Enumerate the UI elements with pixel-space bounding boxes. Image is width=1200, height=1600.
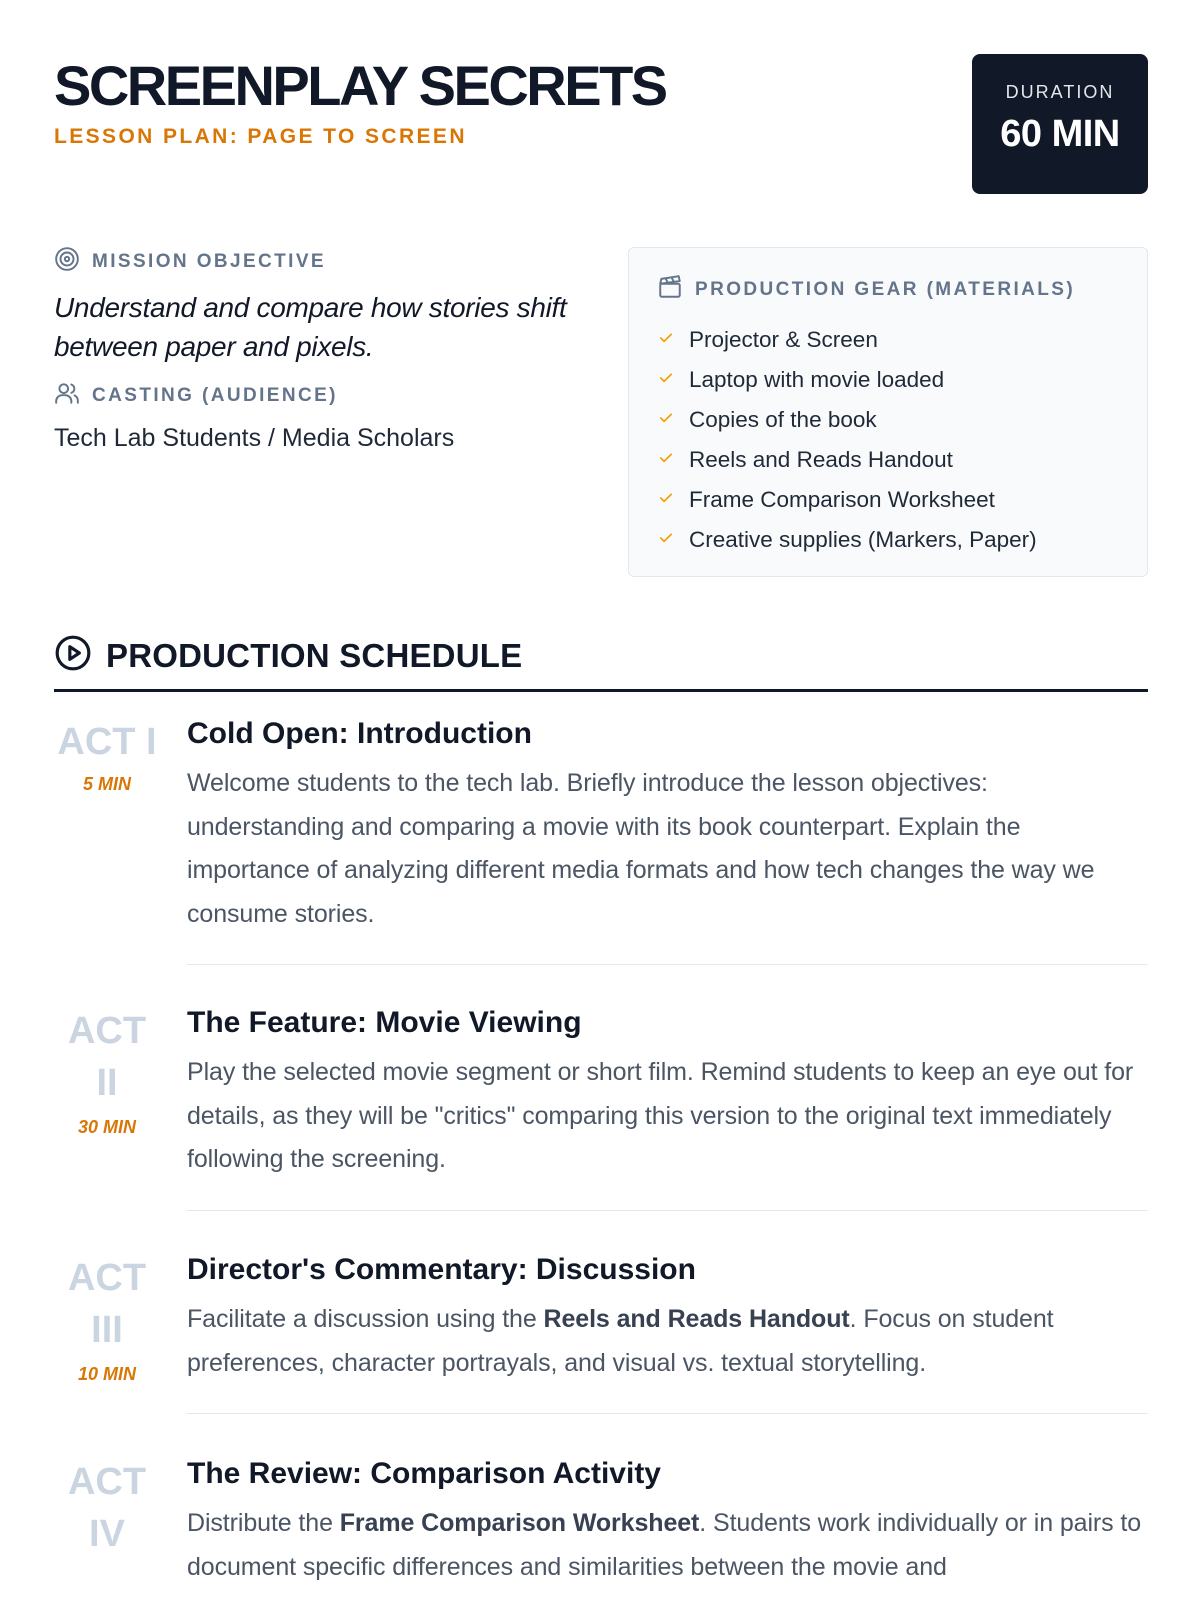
play-circle-icon <box>54 634 92 677</box>
check-icon <box>657 447 675 473</box>
list-item <box>657 360 1119 400</box>
check-icon <box>657 487 675 513</box>
handout-reference: Reels and Reads Handout <box>543 1305 850 1333</box>
act-title: The Review: Comparison Activity <box>187 1457 661 1490</box>
page-subtitle: LESSON PLAN: PAGE TO SCREEN <box>54 125 467 148</box>
material-text: Creative supplies (Markers, Paper) <box>689 527 1037 552</box>
act-duration: 30 MIN <box>77 1117 137 1137</box>
clapperboard-icon <box>657 274 683 306</box>
act-title: Director's Commentary: Discussion <box>187 1253 696 1286</box>
users-icon <box>54 380 80 412</box>
act-number: ACT I <box>57 721 157 763</box>
list-item <box>657 520 1119 560</box>
act-description: Play the selected movie segment or short film. Remind students to keep an eye out for details, as they will be "critics" comparing this version to the original text immediately following the screening. <box>187 1058 1134 1173</box>
material-text: Frame Comparison Worksheet <box>689 487 995 512</box>
act-description: Distribute the Frame Comparison Worksheet. Students work individually or in pairs to document specific differences and similarities between the movie and <box>187 1509 1142 1581</box>
material-text: Copies of the book <box>689 407 877 432</box>
objective-label: MISSION OBJECTIVE <box>92 251 327 272</box>
materials-label: PRODUCTION GEAR (MATERIALS) <box>695 279 1076 300</box>
divider <box>187 1210 1148 1211</box>
material-text: Laptop with movie loaded <box>689 367 945 392</box>
list-item <box>657 480 1119 520</box>
material-text: Projector & Screen <box>689 327 878 352</box>
list-item <box>657 400 1119 440</box>
schedule-title: PRODUCTION SCHEDULE <box>106 636 523 674</box>
duration-badge <box>972 54 1148 194</box>
mission-objective <box>54 246 594 366</box>
act-number: ACT IV <box>67 1461 147 1555</box>
schedule-heading <box>54 634 1148 692</box>
act-duration: 10 MIN <box>77 1364 137 1384</box>
objective-text: Understand and compare how stories shift between paper and pixels. <box>54 292 567 362</box>
duration-value: 60 MIN <box>1000 113 1120 155</box>
duration-label: DURATION <box>1005 82 1115 102</box>
divider <box>187 1413 1148 1414</box>
audience-label: CASTING (AUDIENCE) <box>92 385 338 406</box>
act-description: Facilitate a discussion using the Reels and Reads Handout. Focus on student preferences, character portrayals, and visual vs. textual storytelling. <box>187 1305 1054 1377</box>
check-icon <box>657 407 675 433</box>
check-icon <box>657 527 675 553</box>
worksheet-reference: Frame Comparison Worksheet <box>339 1509 700 1537</box>
target-icon <box>54 246 80 278</box>
materials-list <box>657 320 1119 560</box>
act-duration: 5 MIN <box>82 774 131 794</box>
audience <box>54 380 594 453</box>
list-item <box>657 320 1119 360</box>
list-item <box>657 440 1119 480</box>
page-title: SCREENPLAY SECRETS <box>54 54 666 117</box>
divider <box>187 964 1148 965</box>
material-text: Reels and Reads Handout <box>689 447 953 472</box>
materials-panel <box>628 247 1148 577</box>
act-number: ACT II <box>67 1010 147 1104</box>
act-title: Cold Open: Introduction <box>187 717 532 750</box>
act-title: The Feature: Movie Viewing <box>187 1006 582 1039</box>
audience-text: Tech Lab Students / Media Scholars <box>54 424 455 452</box>
check-icon <box>657 327 675 353</box>
act-number: ACT III <box>67 1257 147 1351</box>
check-icon <box>657 367 675 393</box>
act-description: Welcome students to the tech lab. Briefly introduce the lesson objectives: understanding and comparing a movie with its book counterpart. Explain the importance of analyzing different media formats and how tech changes the way we consume stories. <box>187 769 1095 928</box>
